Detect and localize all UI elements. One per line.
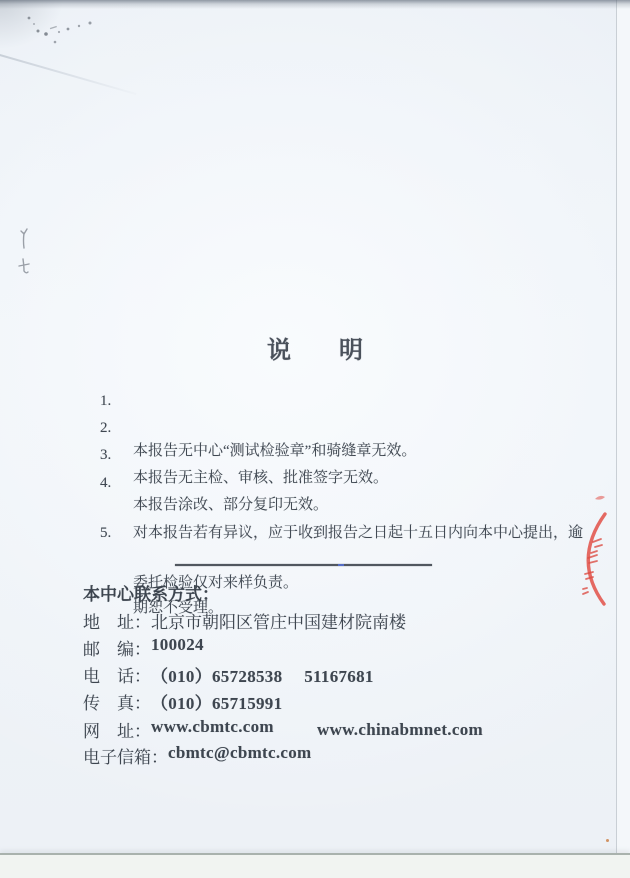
pencil-marks — [10, 222, 40, 282]
note-number: 2. — [100, 420, 112, 436]
contact-website-secondary: www.chinabmnet.com — [317, 720, 483, 739]
contact-value: 北京市朝阳区管庄中国建材院南楼 — [151, 613, 406, 632]
bottom-page-edge — [0, 853, 630, 878]
contact-row-email — [83, 743, 312, 768]
contact-row-postal-code — [83, 635, 204, 660]
note-line: 本报告无中心“测试检验章”和骑缝章无效。 — [133, 443, 417, 459]
note-line: 本报告无主检、审核、批准签字无效。 — [133, 470, 389, 486]
contact-row-phone — [83, 662, 374, 687]
note-number: 5. — [100, 525, 112, 541]
scan-speck — [606, 839, 609, 842]
note-line: 委托检验仅对来样负责。 — [133, 575, 299, 591]
page-title: 说 明 — [267, 338, 363, 364]
contact-label: 电 话： — [83, 667, 151, 686]
contact-value: （010）65715991 — [151, 694, 283, 713]
divider-rule — [175, 564, 432, 566]
note-line: 对本报告若有异议，应于收到报告之日起十五日内向本中心提出，逾 — [133, 525, 584, 541]
paper-fold-line — [0, 54, 136, 95]
contact-row-fax — [83, 689, 282, 714]
note-number: 1. — [100, 393, 112, 409]
contact-value: cbmtc@cbmtc.com — [168, 743, 312, 762]
contact-label: 邮 编： — [83, 640, 151, 659]
contact-label: 传 真： — [83, 694, 151, 713]
contact-label: 地 址： — [83, 613, 151, 632]
note-line: 期恕不受理。 — [133, 600, 224, 616]
right-page-edge — [616, 0, 630, 854]
note-line: 本报告涂改、部分复印无效。 — [133, 497, 329, 513]
contact-label: 网 址： — [83, 722, 151, 741]
scan-top-edge-shadow — [0, 0, 630, 9]
contact-value: www.cbmtc.com — [151, 717, 274, 736]
contact-label: 电子信箱： — [83, 748, 168, 767]
note-number: 3. — [100, 447, 112, 463]
contact-value: 100024 — [151, 635, 204, 654]
scan-speckles — [20, 10, 120, 50]
contact-heading: 本中心联系方式： — [83, 585, 219, 604]
note-number: 4. — [100, 475, 112, 491]
blue-ink-dot — [338, 564, 344, 566]
contact-row-website — [83, 717, 274, 742]
contact-row-address — [83, 608, 406, 633]
contact-value: （010）65728538 51167681 — [151, 667, 374, 686]
